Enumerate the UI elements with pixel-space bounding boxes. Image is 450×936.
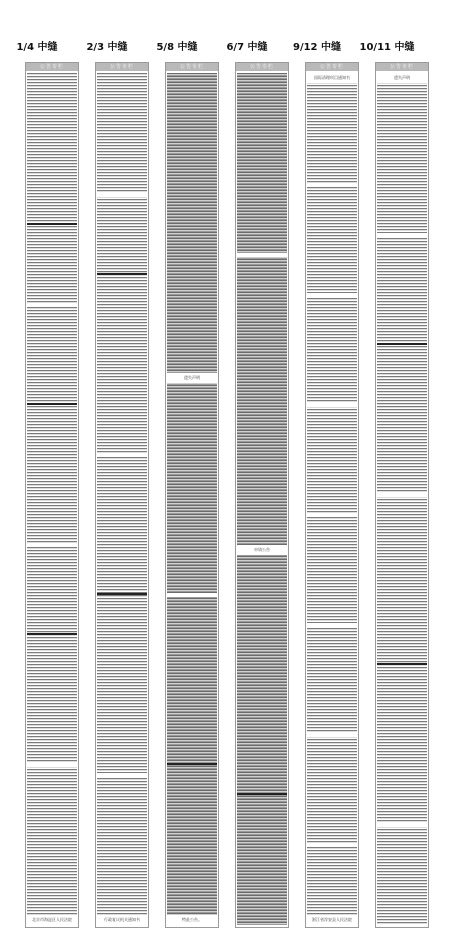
notice-column-6 xyxy=(375,62,429,928)
paragraph-gap xyxy=(307,733,357,737)
notice-column-2 xyxy=(95,62,149,928)
column-header: 公告专栏 xyxy=(236,63,288,71)
paragraph-gap xyxy=(377,493,427,497)
column-label-6: 10/11 中缝 xyxy=(359,42,415,53)
column-header: 公告专栏 xyxy=(306,63,358,71)
column-label-4: 6/7 中缝 xyxy=(226,42,268,53)
column-header: 公告专栏 xyxy=(96,63,148,71)
section-heading: 遗失声明 xyxy=(377,73,427,83)
section-divider xyxy=(377,663,427,665)
notice-column-5 xyxy=(305,62,359,928)
paragraph-gap xyxy=(27,763,77,767)
notice-column-4 xyxy=(235,62,289,928)
section-divider xyxy=(27,403,77,405)
paragraph-gap xyxy=(237,253,287,257)
paragraph-gap xyxy=(377,823,427,827)
section-heading: 申请公告 xyxy=(237,545,287,555)
paragraph-gap xyxy=(307,513,357,517)
column-footer: 行政复议机关通知书 xyxy=(97,915,147,925)
column-footer: 浙江省淳安县人民法院 xyxy=(307,915,357,925)
column-header: 公告专栏 xyxy=(376,63,428,71)
section-divider xyxy=(27,223,77,225)
column-footer: 北京市海淀区人民法院 xyxy=(27,915,77,925)
column-footer: 特此公告。 xyxy=(167,915,217,925)
column-label-2: 2/3 中缝 xyxy=(86,42,128,53)
column-header: 公告专栏 xyxy=(26,63,78,71)
column-label-row xyxy=(0,38,450,56)
column-label-1: 1/4 中缝 xyxy=(16,42,58,53)
paragraph-gap xyxy=(27,303,77,307)
section-divider xyxy=(27,633,77,635)
column-header: 公告专栏 xyxy=(166,63,218,71)
paragraph-gap xyxy=(307,403,357,407)
paragraph-gap xyxy=(167,593,217,597)
paragraph-gap xyxy=(377,233,427,237)
notice-column-3 xyxy=(165,62,219,928)
paragraph-gap xyxy=(307,183,357,187)
column-text-block xyxy=(237,73,287,925)
section-divider xyxy=(97,593,147,595)
column-text-block xyxy=(27,73,77,925)
paragraph-gap xyxy=(307,843,357,847)
section-heading: 遗失声明 xyxy=(167,373,217,383)
paragraph-gap xyxy=(97,193,147,197)
section-divider xyxy=(167,763,217,765)
paragraph-gap xyxy=(27,543,77,547)
section-divider xyxy=(377,343,427,345)
paragraph-gap xyxy=(307,623,357,627)
paragraph-gap xyxy=(307,293,357,297)
paragraph-gap xyxy=(97,773,147,777)
column-text-block xyxy=(377,73,427,925)
section-divider xyxy=(237,793,287,795)
paragraph-gap xyxy=(97,453,147,457)
column-text-block xyxy=(97,73,147,925)
column-text-block xyxy=(307,73,357,925)
column-label-5: 9/12 中缝 xyxy=(292,42,341,53)
section-heading: 国际清理项目通知书 xyxy=(307,73,357,83)
notice-column-1 xyxy=(25,62,79,928)
section-divider xyxy=(97,273,147,275)
column-text-block xyxy=(167,73,217,925)
column-label-3: 5/8 中缝 xyxy=(156,42,198,53)
